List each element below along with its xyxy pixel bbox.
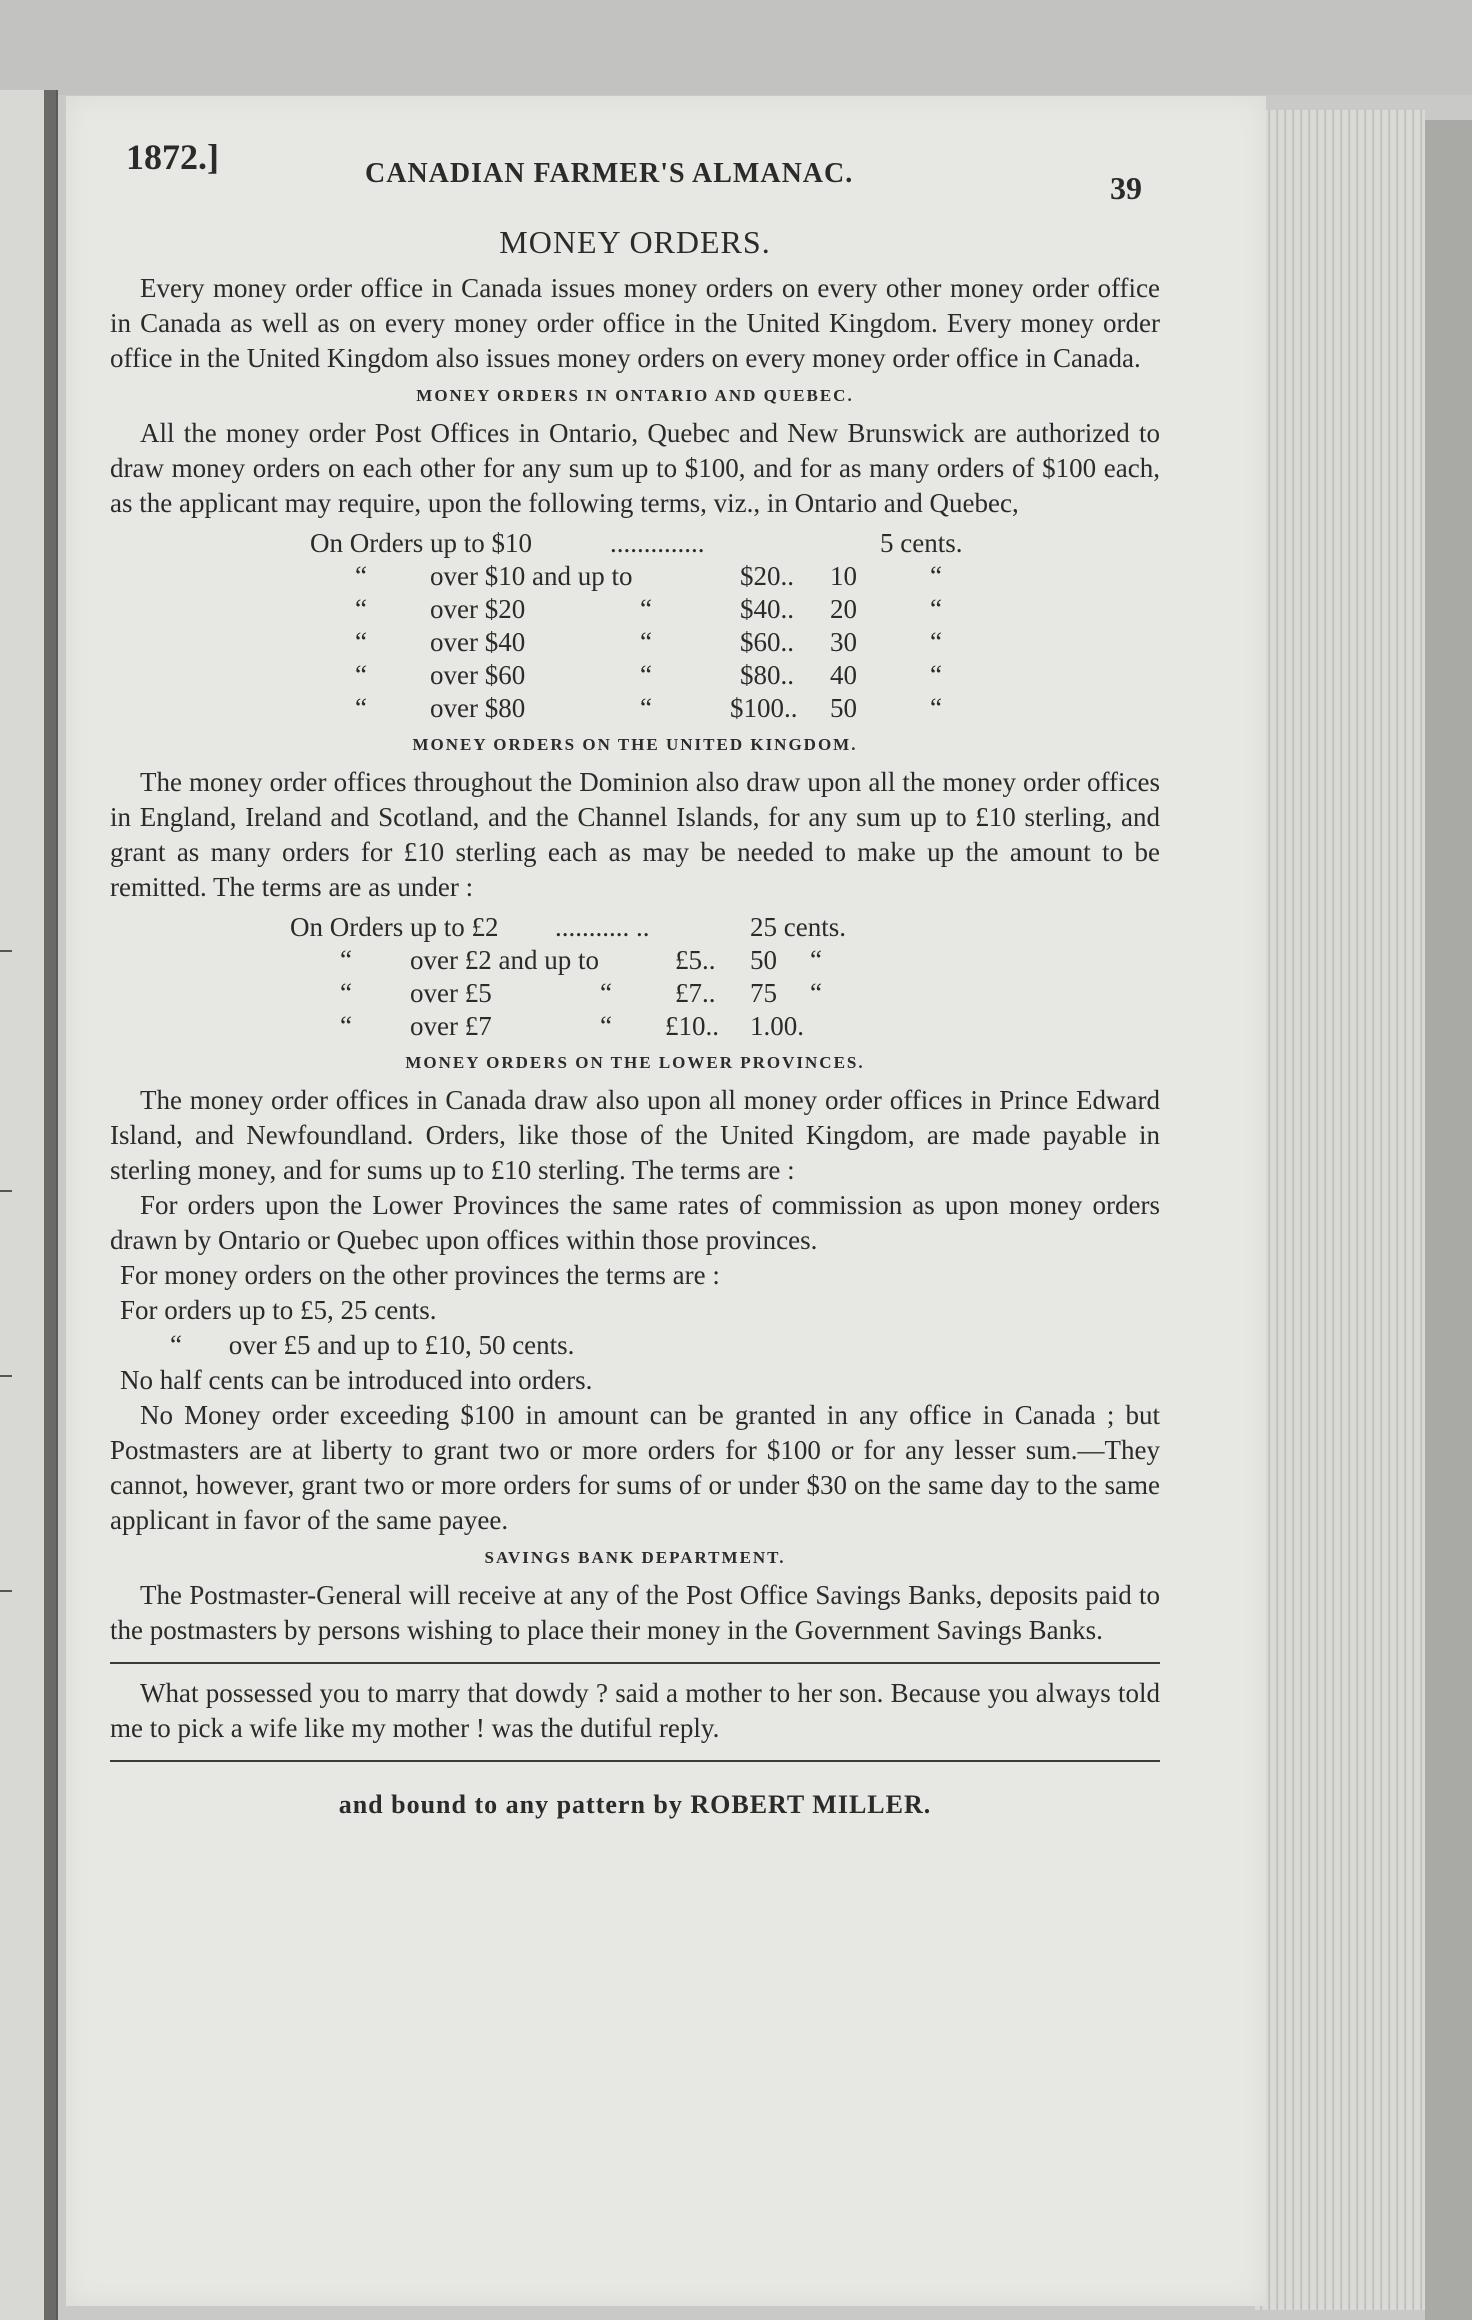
footer-advertisement: and bound to any pattern by ROBERT MILLER. <box>338 1790 932 1819</box>
rate-row: “ over £5 “ £7.. 75 “ <box>340 978 822 1008</box>
rate-row: “ over $40 “ $60.. 30 “ <box>355 627 942 657</box>
rate-row: “ over $10 and up to $20.. 10 “ <box>355 561 942 591</box>
book-cover-edge <box>1425 120 1472 2320</box>
rate-row: On Orders up to £2 ........... .. 25 cents. <box>290 912 846 942</box>
lower-terms-line-2: “ over £5 and up to £10, 50 cents. <box>170 1330 575 1360</box>
heading-savings-bank: SAVINGS BANK DEPARTMENT. <box>484 1548 786 1567</box>
lower-paragraph-2: For orders upon the Lower Provinces the same rates of commission as upon money orders drawn by Ontario or Quebec upon offices within those provinces. <box>110 1190 1160 1255</box>
lower-paragraph-6: No half cents can be introduced into orders. <box>120 1365 593 1395</box>
page-mark <box>0 1375 12 1377</box>
rate-row: On Orders up to $10 .............. 5 cents. <box>310 528 963 558</box>
rate-row: “ over $20 “ $40.. 20 “ <box>355 594 942 624</box>
ontario-rates-table <box>110 527 1160 725</box>
divider-rule <box>110 1662 1160 1664</box>
page-number: 39 <box>1110 170 1142 206</box>
heading-ontario-quebec: MONEY ORDERS IN ONTARIO AND QUEBEC. <box>416 386 854 405</box>
page-mark <box>0 1590 12 1592</box>
savings-paragraph: The Postmaster-General will receive at any of the Post Office Savings Banks, deposits paid to the postmasters by persons wishing to place their money in the Government Savings Banks. <box>110 1580 1160 1645</box>
running-header <box>110 130 1160 206</box>
lower-paragraph-7: No Money order exceeding $100 in amount can be granted in any office in Canada ; but Postmasters are at liberty to grant two or more orders for $100 or for any lesser sum.—They cannot, however, grant two or more orders for sums of or under $30 on the same day to the same applicant in favor of the same payee. <box>110 1400 1160 1535</box>
header-year: 1872.] <box>126 137 219 177</box>
background-top <box>0 0 1472 95</box>
book-spine <box>44 90 56 2320</box>
uk-rates-table <box>110 911 1160 1043</box>
ontario-paragraph: All the money order Post Offices in Ontario, Quebec and New Brunswick are authorized to draw money orders on each other for any sum up to $100, and for as many orders of $100 each, as the applicant may require, upon the following terms, viz., in Ontario and Quebec, <box>110 418 1160 518</box>
page-mark <box>0 950 12 952</box>
header-title: CANADIAN FARMER'S ALMANAC. <box>365 158 854 189</box>
page-content <box>110 130 1160 1820</box>
page-title: MONEY ORDERS. <box>499 224 771 260</box>
lower-terms-line-1: For orders up to £5, 25 cents. <box>120 1295 437 1325</box>
uk-paragraph: The money order offices throughout the Dominion also draw upon all the money order offices in England, Ireland and Scotland, and the Channel Islands, for any sum up to £10 sterling, and grant as many orders for £10 sterling each as may be needed to make up the amount to be remitted. The terms are as under : <box>110 767 1160 902</box>
heading-united-kingdom: MONEY ORDERS ON THE UNITED KINGDOM. <box>412 735 858 754</box>
lower-paragraph-1: The money order offices in Canada draw also upon all money order offices in Prince Edward Island, and Newfoundland. Orders, like those of the United Kingdom, are made payable in sterling money, and for sums up to £10 sterling. The terms are : <box>110 1085 1160 1185</box>
rate-row: “ over £2 and up to £5.. 50 “ <box>340 945 822 975</box>
rate-row: “ over £7 “ £10.. 1.00. <box>340 1011 804 1041</box>
divider-rule <box>110 1760 1160 1762</box>
intro-paragraph: Every money order office in Canada issues money orders on every other money order office in Canada as well as on every money order office in the United Kingdom. Every money order office in the United Kingdom also issues money orders on every money order office in Canada. <box>110 273 1160 373</box>
heading-lower-provinces: MONEY ORDERS ON THE LOWER PROVINCES. <box>405 1053 865 1072</box>
rate-row: “ over $80 “ $100.. 50 “ <box>355 693 942 723</box>
page-edges <box>1255 110 1425 2310</box>
anecdote-paragraph: What possessed you to marry that dowdy ? said a mother to her son. Because you always told me to pick a wife like my mother ! was the dutiful reply. <box>110 1678 1160 1743</box>
rate-row: “ over $60 “ $80.. 40 “ <box>355 660 942 690</box>
page-mark <box>0 1190 12 1192</box>
lower-paragraph-3: For money orders on the other provinces the terms are : <box>120 1260 720 1290</box>
